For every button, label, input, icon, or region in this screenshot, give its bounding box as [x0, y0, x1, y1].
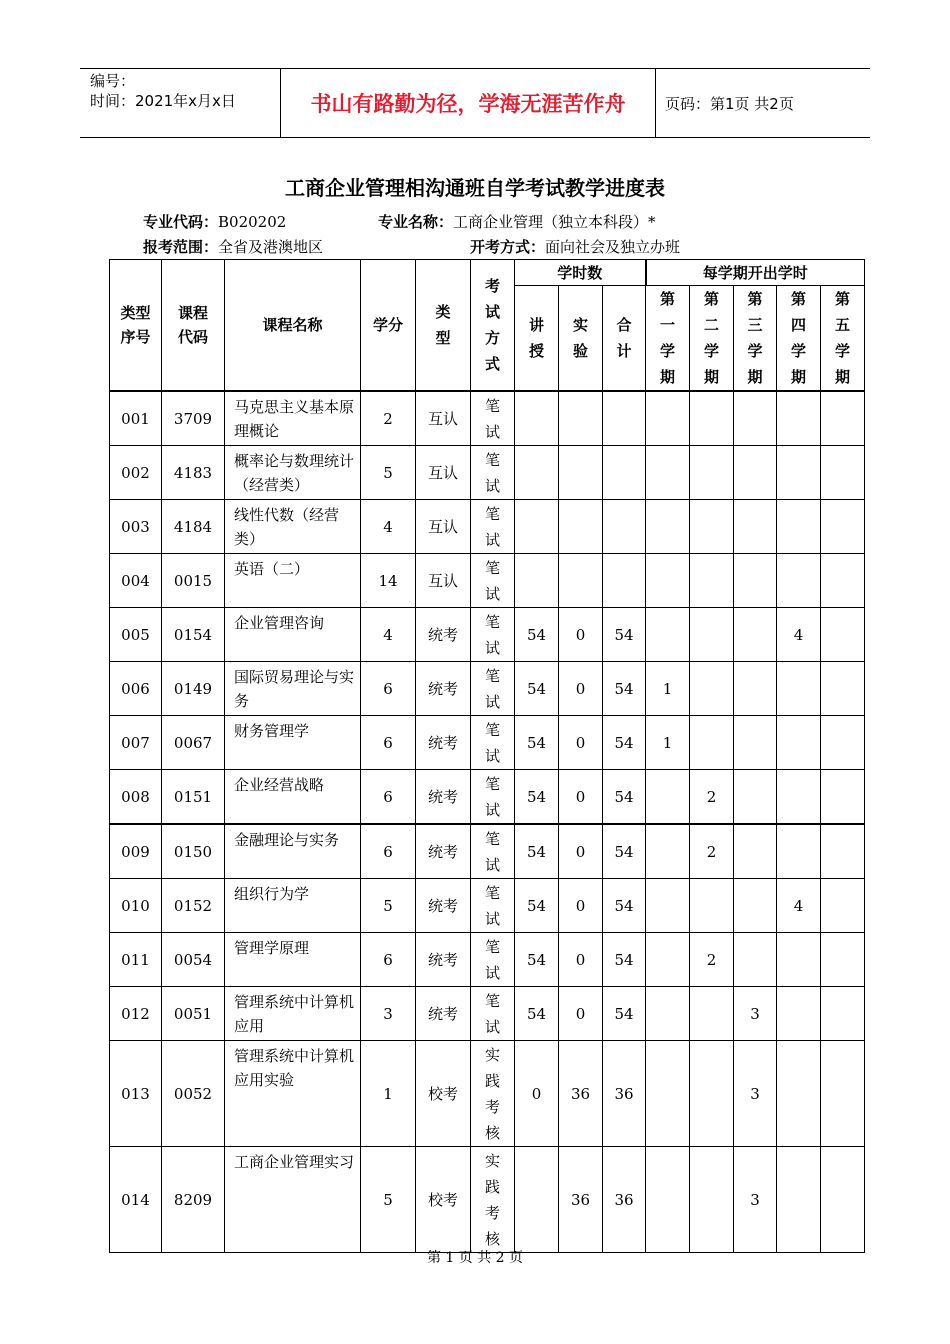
table-row: [110, 391, 865, 446]
cell-name: 管理系统中计算机应用实验: [225, 1041, 361, 1147]
exam-method-text: 笔试: [485, 613, 501, 657]
exam-method-text: 笔试: [485, 721, 501, 765]
major-name: [378, 211, 656, 232]
cell-s4: [777, 446, 821, 500]
cell-seq: 003: [110, 500, 162, 554]
header-type: 类型: [416, 260, 471, 392]
table-row: [110, 662, 865, 716]
cell-exam: [471, 662, 515, 716]
cell-lecture: 54: [515, 879, 559, 933]
cell-lab: 0: [559, 716, 603, 770]
cell-seq: 009: [110, 824, 162, 879]
cell-exam: [471, 391, 515, 446]
number-label: 编号：: [90, 72, 136, 90]
cell-exam: [471, 716, 515, 770]
cell-seq: 008: [110, 770, 162, 825]
cell-total: 36: [603, 1041, 646, 1147]
cell-type: 统考: [416, 987, 471, 1041]
cell-s3: [734, 716, 777, 770]
header-exam: 考试方式: [471, 260, 515, 392]
cell-code: 4184: [162, 500, 225, 554]
cell-total: 54: [603, 824, 646, 879]
cell-s5: [821, 770, 865, 825]
cell-code: 0054: [162, 933, 225, 987]
cell-s1: [646, 608, 690, 662]
cell-lab: 0: [559, 933, 603, 987]
cell-s2: [690, 554, 734, 608]
table-row: [110, 716, 865, 770]
cell-s5: [821, 716, 865, 770]
cell-exam: [471, 446, 515, 500]
cell-seq: 006: [110, 662, 162, 716]
cell-code: 0151: [162, 770, 225, 825]
major-code: [143, 211, 286, 232]
cell-exam: [471, 608, 515, 662]
cell-s4: [777, 987, 821, 1041]
cell-type: 统考: [416, 933, 471, 987]
cell-s1: [646, 933, 690, 987]
header-s4: 第四学期: [777, 286, 821, 392]
header-motto: 书山有路勤为径，学海无涯苦作舟: [280, 69, 656, 137]
cell-name: 概率论与数理统计（经营类）: [225, 446, 361, 500]
cell-name: 财务管理学: [225, 716, 361, 770]
cell-s4: [777, 554, 821, 608]
cell-seq: 013: [110, 1041, 162, 1147]
header-total: 合计: [603, 286, 646, 392]
cell-credit: 5: [361, 879, 416, 933]
cell-type: 互认: [416, 391, 471, 446]
major-code-value: B020202: [218, 213, 287, 231]
cell-s3: [734, 662, 777, 716]
cell-total: 54: [603, 879, 646, 933]
header-hours: 学时数: [515, 260, 646, 286]
page-title: 工商企业管理相沟通班自学考试教学进度表: [285, 176, 665, 200]
major-code-label: 专业代码：: [143, 213, 219, 231]
cell-s5: [821, 391, 865, 446]
cell-s4: 4: [777, 608, 821, 662]
cell-s4: [777, 662, 821, 716]
exam-range-label: 报考范围：: [143, 238, 219, 256]
cell-lecture: 54: [515, 662, 559, 716]
major-name-value: 工商企业管理（独立本科段）*: [453, 213, 656, 231]
cell-code: 8209: [162, 1147, 225, 1253]
cell-lab: 0: [559, 879, 603, 933]
cell-code: 0152: [162, 879, 225, 933]
cell-seq: 007: [110, 716, 162, 770]
cell-name: 企业经营战略: [225, 770, 361, 825]
exam-method-text: 实践考核: [485, 1152, 501, 1248]
cell-s3: 3: [734, 1147, 777, 1253]
table-row: [110, 879, 865, 933]
cell-s2: [690, 391, 734, 446]
exam-mode-label: 开考方式：: [470, 238, 546, 256]
cell-s3: [734, 879, 777, 933]
cell-s1: [646, 1041, 690, 1147]
cell-lecture: 0: [515, 1041, 559, 1147]
cell-lab: 36: [559, 1147, 603, 1253]
cell-lecture: 54: [515, 770, 559, 825]
cell-lab: 0: [559, 987, 603, 1041]
cell-s3: 3: [734, 987, 777, 1041]
cell-exam: [471, 770, 515, 825]
cell-type: 统考: [416, 770, 471, 825]
cell-s5: [821, 662, 865, 716]
cell-s1: 1: [646, 716, 690, 770]
exam-method-text: 笔试: [485, 884, 501, 928]
cell-lecture: 54: [515, 933, 559, 987]
time-label: 时间：2021年x月x日: [90, 92, 236, 110]
header-s3: 第三学期: [734, 286, 777, 392]
cell-lab: [559, 391, 603, 446]
exam-method-text: 笔试: [485, 775, 501, 819]
cell-lab: [559, 554, 603, 608]
header-lecture: 讲授: [515, 286, 559, 392]
cell-s4: [777, 1041, 821, 1147]
cell-s1: [646, 879, 690, 933]
cell-s4: [777, 770, 821, 825]
cell-code: 0015: [162, 554, 225, 608]
cell-credit: 6: [361, 824, 416, 879]
cell-s1: [646, 1147, 690, 1253]
table-row: [110, 500, 865, 554]
exam-method-text: 实践考核: [485, 1046, 501, 1142]
cell-s1: [646, 554, 690, 608]
cell-code: 0052: [162, 1041, 225, 1147]
cell-lab: 0: [559, 608, 603, 662]
header-semesters: 每学期开出学时: [646, 260, 865, 286]
cell-credit: 6: [361, 716, 416, 770]
cell-s4: [777, 1147, 821, 1253]
cell-s5: [821, 1041, 865, 1147]
cell-s4: [777, 824, 821, 879]
cell-type: 统考: [416, 824, 471, 879]
cell-total: [603, 554, 646, 608]
cell-seq: 010: [110, 879, 162, 933]
cell-type: 校考: [416, 1041, 471, 1147]
cell-type: 互认: [416, 500, 471, 554]
cell-lab: 0: [559, 824, 603, 879]
cell-name: 管理系统中计算机应用: [225, 987, 361, 1041]
cell-seq: 001: [110, 391, 162, 446]
table-row: [110, 1041, 865, 1147]
cell-s5: [821, 554, 865, 608]
cell-credit: 4: [361, 500, 416, 554]
exam-mode-value: 面向社会及独立办班: [545, 238, 681, 256]
header-name: 课程名称: [225, 260, 361, 392]
cell-lecture: [515, 554, 559, 608]
cell-code: 0067: [162, 716, 225, 770]
cell-total: 54: [603, 662, 646, 716]
exam-mode: [470, 236, 680, 257]
cell-exam: [471, 824, 515, 879]
cell-seq: 012: [110, 987, 162, 1041]
cell-lecture: 54: [515, 987, 559, 1041]
cell-exam: [471, 987, 515, 1041]
cell-code: 3709: [162, 391, 225, 446]
cell-total: [603, 391, 646, 446]
cell-exam: [471, 554, 515, 608]
cell-type: 统考: [416, 716, 471, 770]
exam-method-text: 笔试: [485, 397, 501, 441]
cell-exam: [471, 1041, 515, 1147]
cell-s2: [690, 1147, 734, 1253]
cell-total: 36: [603, 1147, 646, 1253]
cell-s5: [821, 879, 865, 933]
cell-s3: [734, 824, 777, 879]
cell-s2: [690, 879, 734, 933]
cell-lecture: [515, 446, 559, 500]
cell-lab: 0: [559, 662, 603, 716]
cell-code: 0051: [162, 987, 225, 1041]
table-row: [110, 824, 865, 879]
cell-s1: [646, 391, 690, 446]
header-s1: 第一学期: [646, 286, 690, 392]
cell-s1: [646, 446, 690, 500]
schedule-body: [110, 391, 865, 1253]
document-header: [80, 68, 870, 138]
cell-seq: 002: [110, 446, 162, 500]
cell-s1: [646, 824, 690, 879]
cell-s3: [734, 500, 777, 554]
cell-s3: [734, 933, 777, 987]
cell-lecture: 54: [515, 716, 559, 770]
cell-s3: [734, 554, 777, 608]
cell-s4: [777, 391, 821, 446]
header-s2: 第二学期: [690, 286, 734, 392]
cell-s4: [777, 716, 821, 770]
cell-s3: [734, 391, 777, 446]
cell-name: 企业管理咨询: [225, 608, 361, 662]
header-credit: 学分: [361, 260, 416, 392]
cell-seq: 014: [110, 1147, 162, 1253]
major-name-label: 专业名称：: [378, 213, 454, 231]
cell-s4: 4: [777, 879, 821, 933]
header-seq: 类型序号: [110, 260, 162, 392]
cell-name: 组织行为学: [225, 879, 361, 933]
page-footer: 第 1 页 共 2 页: [426, 1250, 524, 1266]
cell-credit: 3: [361, 987, 416, 1041]
cell-s1: [646, 770, 690, 825]
cell-total: [603, 446, 646, 500]
exam-range-value: 全省及港澳地区: [218, 238, 324, 256]
cell-exam: [471, 500, 515, 554]
cell-type: 互认: [416, 446, 471, 500]
exam-method-text: 笔试: [485, 938, 501, 982]
exam-method-text: 笔试: [485, 505, 501, 549]
cell-name: 马克思主义基本原理概论: [225, 391, 361, 446]
cell-s3: [734, 446, 777, 500]
cell-total: 54: [603, 608, 646, 662]
cell-s3: 3: [734, 1041, 777, 1147]
cell-s4: [777, 500, 821, 554]
cell-s2: [690, 987, 734, 1041]
cell-credit: 6: [361, 933, 416, 987]
cell-s3: [734, 770, 777, 825]
cell-s5: [821, 987, 865, 1041]
cell-s5: [821, 1147, 865, 1253]
schedule-table: [109, 259, 865, 1253]
exam-method-text: 笔试: [485, 992, 501, 1036]
cell-name: 工商企业管理实习: [225, 1147, 361, 1253]
cell-s1: 1: [646, 662, 690, 716]
cell-lecture: 54: [515, 824, 559, 879]
cell-s1: [646, 987, 690, 1041]
cell-seq: 011: [110, 933, 162, 987]
exam-range: [143, 236, 323, 257]
header-s5: 第五学期: [821, 286, 865, 392]
cell-s2: [690, 500, 734, 554]
table-row: [110, 933, 865, 987]
cell-s2: 2: [690, 824, 734, 879]
cell-s2: [690, 1041, 734, 1147]
cell-s1: [646, 500, 690, 554]
cell-lecture: [515, 1147, 559, 1253]
cell-s5: [821, 608, 865, 662]
cell-seq: 005: [110, 608, 162, 662]
cell-lab: [559, 446, 603, 500]
cell-credit: 5: [361, 446, 416, 500]
cell-lecture: [515, 391, 559, 446]
cell-total: 54: [603, 716, 646, 770]
cell-credit: 6: [361, 662, 416, 716]
cell-exam: [471, 1147, 515, 1253]
cell-lab: 36: [559, 1041, 603, 1147]
cell-s2: [690, 608, 734, 662]
cell-total: 54: [603, 987, 646, 1041]
cell-s5: [821, 500, 865, 554]
cell-s5: [821, 446, 865, 500]
cell-lab: [559, 500, 603, 554]
cell-name: 英语（二）: [225, 554, 361, 608]
header-info: [80, 69, 280, 137]
cell-code: 0150: [162, 824, 225, 879]
cell-credit: 6: [361, 770, 416, 825]
cell-type: 统考: [416, 662, 471, 716]
cell-seq: 004: [110, 554, 162, 608]
table-row: [110, 554, 865, 608]
cell-credit: 14: [361, 554, 416, 608]
exam-method-text: 笔试: [485, 667, 501, 711]
table-row: [110, 1147, 865, 1253]
cell-s5: [821, 824, 865, 879]
table-row: [110, 770, 865, 825]
cell-type: 校考: [416, 1147, 471, 1253]
cell-name: 金融理论与实务: [225, 824, 361, 879]
cell-credit: 1: [361, 1041, 416, 1147]
cell-type: 统考: [416, 879, 471, 933]
cell-code: 4183: [162, 446, 225, 500]
cell-exam: [471, 879, 515, 933]
cell-total: 54: [603, 933, 646, 987]
cell-s2: [690, 662, 734, 716]
cell-lecture: 54: [515, 608, 559, 662]
cell-exam: [471, 933, 515, 987]
header-lab: 实验: [559, 286, 603, 392]
exam-method-text: 笔试: [485, 830, 501, 874]
cell-name: 国际贸易理论与实务: [225, 662, 361, 716]
exam-method-text: 笔试: [485, 451, 501, 495]
cell-name: 管理学原理: [225, 933, 361, 987]
cell-type: 统考: [416, 608, 471, 662]
cell-s4: [777, 933, 821, 987]
cell-s2: 2: [690, 770, 734, 825]
cell-name: 线性代数（经营类）: [225, 500, 361, 554]
table-row: [110, 987, 865, 1041]
cell-credit: 4: [361, 608, 416, 662]
cell-credit: 5: [361, 1147, 416, 1253]
cell-s2: [690, 446, 734, 500]
cell-type: 互认: [416, 554, 471, 608]
cell-s2: [690, 716, 734, 770]
cell-lab: 0: [559, 770, 603, 825]
header-code: 课程代码: [162, 260, 225, 392]
cell-s5: [821, 933, 865, 987]
table-row: [110, 608, 865, 662]
cell-code: 0149: [162, 662, 225, 716]
cell-s2: 2: [690, 933, 734, 987]
cell-total: 54: [603, 770, 646, 825]
cell-s3: [734, 608, 777, 662]
cell-total: [603, 500, 646, 554]
cell-credit: 2: [361, 391, 416, 446]
header-page-info: 页码：第1页 共2页: [665, 94, 794, 113]
exam-method-text: 笔试: [485, 559, 501, 603]
table-row: [110, 446, 865, 500]
cell-code: 0154: [162, 608, 225, 662]
cell-lecture: [515, 500, 559, 554]
